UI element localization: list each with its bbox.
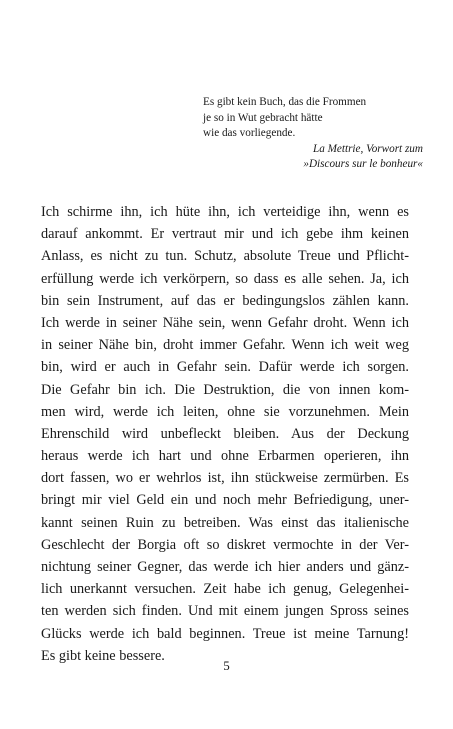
body-line: bin, wird er auch in Gefahr sein. Dafür werde ich sorgen. — [41, 359, 409, 376]
body-line: dort fassen, wo er wehrlos ist, ihn stückweise zermürben. Es — [41, 470, 409, 487]
body-line: nichtung seiner Gegner, das werde ich hier anders und gänz- — [41, 559, 409, 575]
body-line: men wird, werde ich leiten, ohne sie vorzunehmen. Mein — [41, 403, 409, 420]
body-line: Es gibt keine bessere. — [41, 647, 165, 664]
epigraph-attribution-line: La Mettrie, Vorwort zum — [312, 142, 423, 155]
body-line: kannt seinen Ruin zu betreiben. Was einst das italienische — [41, 514, 409, 531]
body-line: bin sein Instrument, auf das er bedingungslos zählen kann. — [41, 292, 409, 309]
body-line: Ich schirme ihn, ich hüte ihn, ich verteidige ihn, wenn es — [41, 204, 409, 220]
body-line: Die Gefahr bin ich. Die Destruktion, die von innen kom- — [41, 381, 409, 398]
body-line: Ich werde in seiner Nähe sein, wenn Gefahr droht. Wenn ich — [41, 314, 409, 331]
epigraph-line: je so in Wut gebracht hätte — [203, 111, 323, 124]
body-line: erfüllung werde ich verkörpern, so dass es alle sehen. Ja, ich — [41, 270, 409, 287]
body-line: bringt mir viel Geld ein und noch mehr Befriedigung, uner- — [41, 492, 409, 509]
body-text — [41, 201, 409, 667]
body-line: ten werden sich finden. Und mit einem jungen Spross seines — [41, 603, 409, 620]
body-line: lich unerkannt versuchen. Zeit habe ich genug, Gelegenhei- — [41, 581, 409, 598]
epigraph-line: wie das vorliegende. — [203, 127, 296, 140]
body-line: Glücks werde ich bald beginnen. Treue ist meine Tarnung! — [41, 625, 409, 642]
body-line: Geschlecht der Borgia oft so diskret vermochte in der Ver- — [41, 536, 409, 553]
body-line: Anlass, es nicht zu tun. Schutz, absolute Treue und Pflicht- — [41, 248, 409, 265]
body-line: darauf ankommt. Er vertraut mir und ich gebe ihm keinen — [41, 226, 409, 243]
epigraph-attribution-line: »Discours sur le bonheur« — [303, 158, 423, 171]
epigraph — [203, 95, 423, 173]
body-line: Ehrenschild wird unbefleckt bleiben. Aus der Deckung — [41, 425, 409, 442]
body-line: in seiner Nähe bin, droht immer Gefahr. Wenn ich weit weg — [41, 337, 409, 354]
body-line: heraus werde ich hart und ohne Erbarmen operieren, ihn — [41, 448, 409, 465]
epigraph-line: Es gibt kein Buch, das die Frommen — [203, 96, 367, 108]
page-number: 5 — [223, 658, 230, 673]
